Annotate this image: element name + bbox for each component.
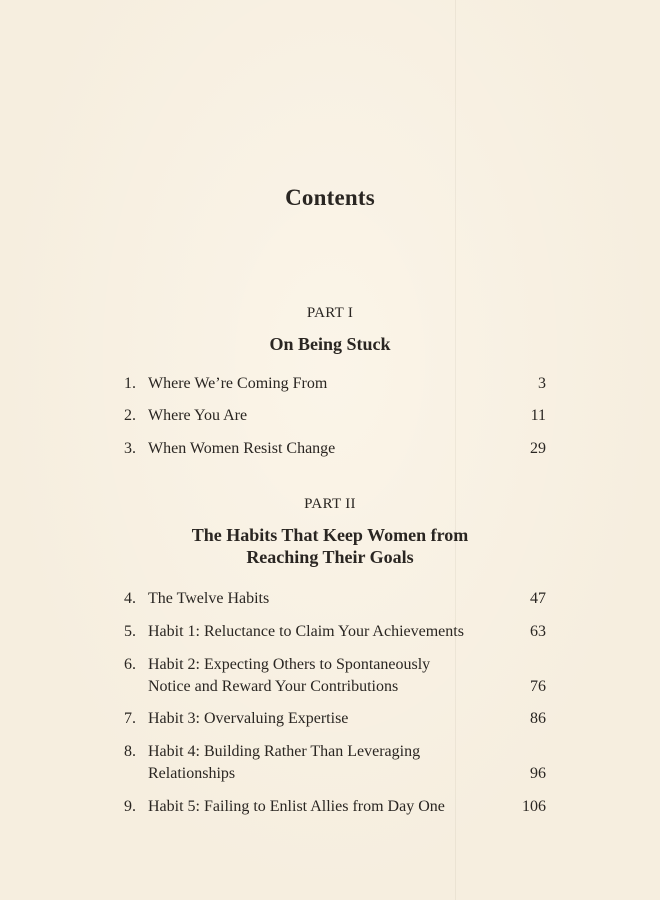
entry-page: 86 xyxy=(530,710,546,727)
entry-title: Habit 3: Overvaluing Expertise xyxy=(148,710,349,727)
entry-number: 7. xyxy=(124,710,136,727)
entry-number: 6. xyxy=(124,656,136,673)
entry-title: Habit 5: Failing to Enlist Allies from Day One xyxy=(148,798,445,815)
entry-page: 76 xyxy=(530,678,546,695)
entry-number: 8. xyxy=(124,743,136,760)
entry-title: Where You Are xyxy=(148,407,248,424)
entry-title: Where We’re Coming From xyxy=(148,375,328,392)
entry-number: 5. xyxy=(124,623,136,640)
entry-title: Habit 2: Expecting Others to Spontaneously Notice and Reward Your Contributions xyxy=(148,656,431,695)
part-2-title-line-1: The Habits That Keep Women from xyxy=(191,525,469,545)
entry-title: When Women Resist Change xyxy=(148,440,336,457)
entry-page: 47 xyxy=(530,590,546,607)
entry-number: 9. xyxy=(124,798,136,815)
part-1-label: PART I xyxy=(306,305,354,321)
part-1-title: On Being Stuck xyxy=(269,334,391,354)
entry-number: 4. xyxy=(124,590,136,607)
entry-number: 1. xyxy=(124,375,136,392)
contents-heading: Contents xyxy=(285,185,375,210)
entry-number: 2. xyxy=(124,407,136,424)
entry-page: 29 xyxy=(530,440,546,457)
entry-title: Habit 1: Reluctance to Claim Your Achievements xyxy=(148,623,464,640)
entry-page: 11 xyxy=(530,407,546,424)
entry-page: 3 xyxy=(538,375,546,392)
entry-title: The Twelve Habits xyxy=(148,590,270,607)
part-2-label: PART II xyxy=(304,496,356,512)
entry-page: 106 xyxy=(522,798,546,815)
entry-page: 96 xyxy=(530,765,546,782)
part-2-title-line-2: Reaching Their Goals xyxy=(246,547,414,567)
entry-number: 3. xyxy=(124,440,136,457)
entry-title: Habit 4: Building Rather Than Leveraging Relationships xyxy=(148,743,421,782)
entry-page: 63 xyxy=(530,623,546,640)
